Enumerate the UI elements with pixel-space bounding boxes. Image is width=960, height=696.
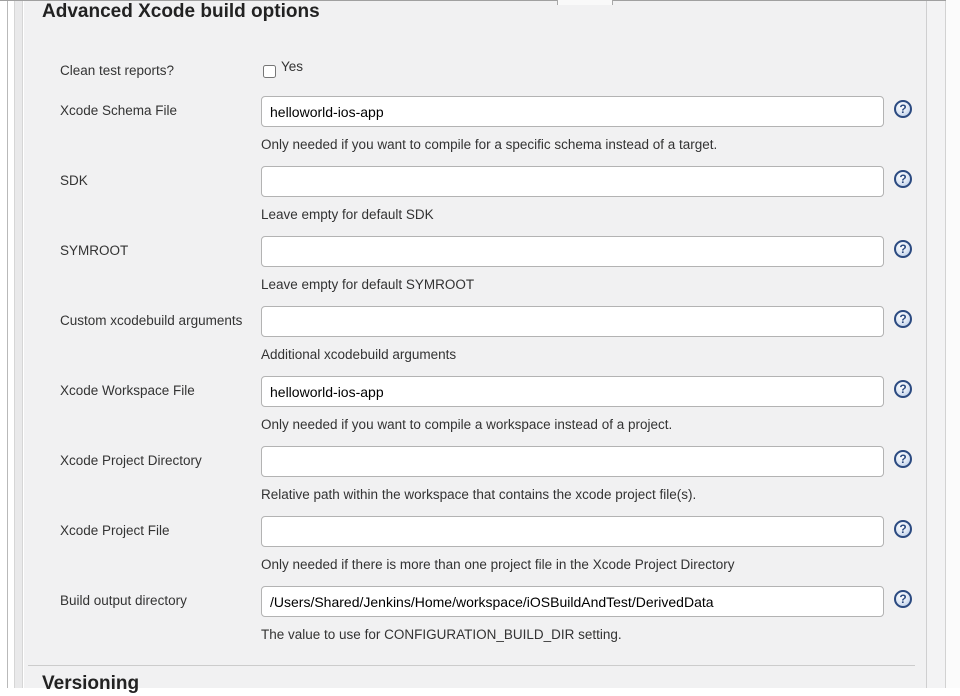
xcode-project-directory-input[interactable]: [261, 446, 884, 477]
custom-xcodebuild-arguments-input[interactable]: [261, 306, 884, 337]
section-divider: [28, 665, 915, 666]
sdk-help: Leave empty for default SDK: [261, 207, 434, 222]
xcode-workspace-file-row: [0, 376, 960, 446]
section-title: Advanced Xcode build options: [42, 1, 320, 22]
help-icon[interactable]: ?: [894, 310, 912, 328]
xcode-project-directory-help: Relative path within the workspace that contains the xcode project file(s).: [261, 487, 697, 502]
xcode-schema-file-input[interactable]: [261, 96, 884, 127]
xcode-project-file-row: [0, 516, 960, 586]
symroot-help: Leave empty for default SYMROOT: [261, 277, 475, 292]
section-top-border-right: [613, 0, 946, 1]
xcode-project-file-help: Only needed if there is more than one project file in the Xcode Project Directory: [261, 557, 735, 572]
xcode-workspace-file-input[interactable]: [261, 376, 884, 407]
help-icon[interactable]: ?: [894, 520, 912, 538]
sdk-label: SDK: [60, 173, 88, 188]
active-tab-notch: [557, 0, 613, 5]
custom-xcodebuild-arguments-row: [0, 306, 960, 376]
help-icon[interactable]: ?: [894, 590, 912, 608]
help-icon[interactable]: ?: [894, 450, 912, 468]
sdk-input[interactable]: [261, 166, 884, 197]
help-icon[interactable]: ?: [894, 240, 912, 258]
xcode-workspace-file-help: Only needed if you want to compile a workspace instead of a project.: [261, 417, 673, 432]
help-icon[interactable]: ?: [894, 170, 912, 188]
symroot-row: [0, 236, 960, 306]
clean-test-reports-yes-label[interactable]: Yes: [281, 59, 304, 74]
xcode-project-directory-row: [0, 446, 960, 516]
xcode-schema-file-label: Xcode Schema File: [60, 103, 178, 118]
symroot-input[interactable]: [261, 236, 884, 267]
help-icon[interactable]: ?: [894, 100, 912, 118]
xcode-schema-file-row: [0, 96, 960, 166]
clean-test-reports-checkbox[interactable]: [263, 65, 276, 78]
custom-xcodebuild-arguments-label: Custom xcodebuild arguments: [60, 313, 243, 328]
xcode-schema-file-help: Only needed if you want to compile for a specific schema instead of a target.: [261, 137, 718, 152]
symroot-label: SYMROOT: [60, 243, 129, 258]
clean-test-reports-label: Clean test reports?: [60, 63, 175, 78]
xcode-project-directory-label: Xcode Project Directory: [60, 453, 202, 468]
help-icon[interactable]: ?: [894, 380, 912, 398]
build-output-directory-row: [0, 586, 960, 656]
versioning-section-title: Versioning: [42, 673, 140, 694]
xcode-project-file-input[interactable]: [261, 516, 884, 547]
xcode-project-file-label: Xcode Project File: [60, 523, 170, 538]
build-output-directory-label: Build output directory: [60, 593, 187, 608]
xcode-workspace-file-label: Xcode Workspace File: [60, 383, 195, 398]
build-output-directory-help: The value to use for CONFIGURATION_BUILD_DIR setting.: [261, 627, 622, 642]
custom-xcodebuild-arguments-help: Additional xcodebuild arguments: [261, 347, 457, 362]
build-output-directory-input[interactable]: [261, 586, 884, 617]
sdk-row: [0, 166, 960, 236]
